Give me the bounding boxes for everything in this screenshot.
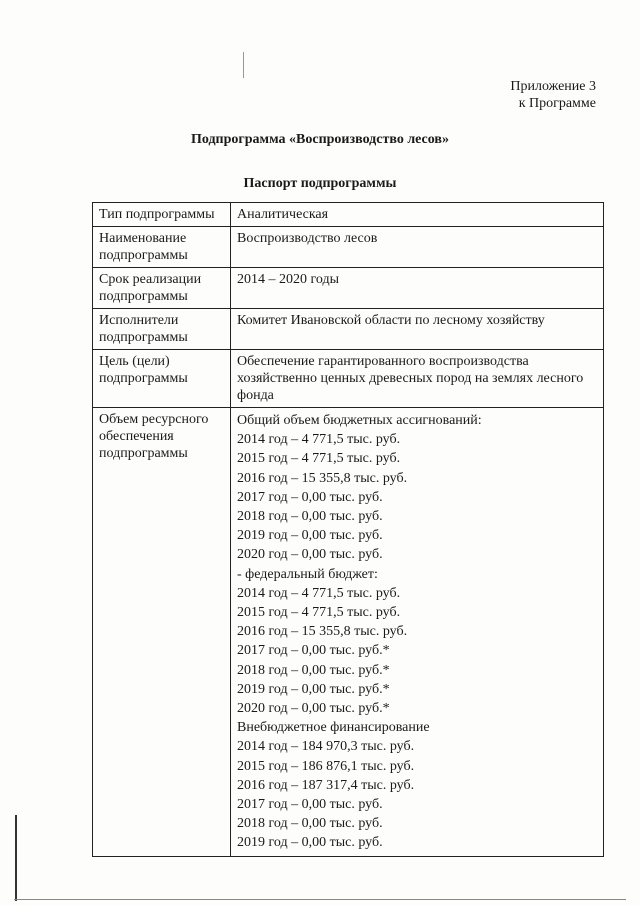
- table-row: [93, 227, 604, 268]
- funding-line: 2018 год – 0,00 тыс. руб.: [237, 816, 383, 832]
- document-subtitle: Паспорт подпрограммы: [243, 176, 397, 191]
- row-label-executors: Исполнители подпрограммы: [93, 309, 231, 350]
- row-label-type: Тип подпрограммы: [93, 203, 231, 227]
- page-bottom-edge: [14, 899, 626, 900]
- funding-line: 2016 год – 15 355,8 тыс. руб.: [237, 624, 408, 640]
- funding-line: 2020 год – 0,00 тыс. руб.: [237, 547, 383, 563]
- row-label-goal: Цель (цели) подпрограммы: [93, 350, 231, 408]
- funding-line: 2019 год – 0,00 тыс. руб.: [237, 835, 383, 851]
- table-row: [93, 203, 604, 227]
- funding-line: 2018 год – 0,00 тыс. руб.: [237, 509, 383, 525]
- row-value-period: 2014 – 2020 годы: [231, 268, 604, 309]
- appendix-line-2: к Программе: [518, 96, 596, 111]
- scan-mark-top: [243, 52, 244, 78]
- funding-line: 2015 год – 4 771,5 тыс. руб.: [237, 451, 401, 467]
- funding-line: - федеральный бюджет:: [237, 566, 378, 582]
- funding-line: 2016 год – 15 355,8 тыс. руб.: [237, 470, 408, 486]
- table-row: [93, 309, 604, 350]
- funding-line: 2020 год – 0,00 тыс. руб.*: [237, 701, 390, 717]
- funding-line: 2019 год – 0,00 тыс. руб.*: [237, 681, 390, 697]
- funding-line: 2015 год – 4 771,5 тыс. руб.: [237, 605, 401, 621]
- funding-line: Внебюджетное финансирование: [237, 720, 430, 736]
- appendix-note: [510, 78, 596, 112]
- funding-line: 2016 год – 187 317,4 тыс. руб.: [237, 777, 415, 793]
- row-value-resources: [231, 408, 604, 857]
- scan-mark-left: [15, 815, 17, 901]
- funding-line: 2015 год – 186 876,1 тыс. руб.: [237, 758, 415, 774]
- table-row: [93, 408, 604, 857]
- funding-line: 2017 год – 0,00 тыс. руб.*: [237, 643, 390, 659]
- row-value-goal: Обеспечение гарантированного воспроизводства хозяйственно ценных древесных пород на землях лесного фонда: [231, 350, 604, 408]
- row-value-name: Воспроизводство лесов: [231, 227, 604, 268]
- funding-line: 2014 год – 4 771,5 тыс. руб.: [237, 585, 401, 601]
- table-row: [93, 268, 604, 309]
- passport-table: [92, 202, 604, 857]
- row-label-name: Наименование подпрограммы: [93, 227, 231, 268]
- row-value-type: Аналитическая: [231, 203, 604, 227]
- row-label-resources: Объем ресурсного обеспечения подпрограммы: [93, 408, 231, 857]
- document-title: Подпрограмма «Воспроизводство лесов»: [190, 132, 449, 147]
- funding-line: 2017 год – 0,00 тыс. руб.: [237, 489, 383, 505]
- funding-line: Общий объем бюджетных ассигнований:: [237, 413, 482, 428]
- funding-line: 2014 год – 184 970,3 тыс. руб.: [237, 739, 415, 755]
- funding-line: 2017 год – 0,00 тыс. руб.: [237, 797, 383, 813]
- funding-line: 2018 год – 0,00 тыс. руб.*: [237, 662, 390, 678]
- funding-line: 2014 год – 4 771,5 тыс. руб.: [237, 432, 401, 448]
- table-row: [93, 350, 604, 408]
- row-label-period: Срок реализации подпрограммы: [93, 268, 231, 309]
- row-value-executors: Комитет Ивановской области по лесному хозяйству: [231, 309, 604, 350]
- appendix-line-1: Приложение 3: [510, 79, 596, 94]
- funding-line: 2019 год – 0,00 тыс. руб.: [237, 528, 383, 544]
